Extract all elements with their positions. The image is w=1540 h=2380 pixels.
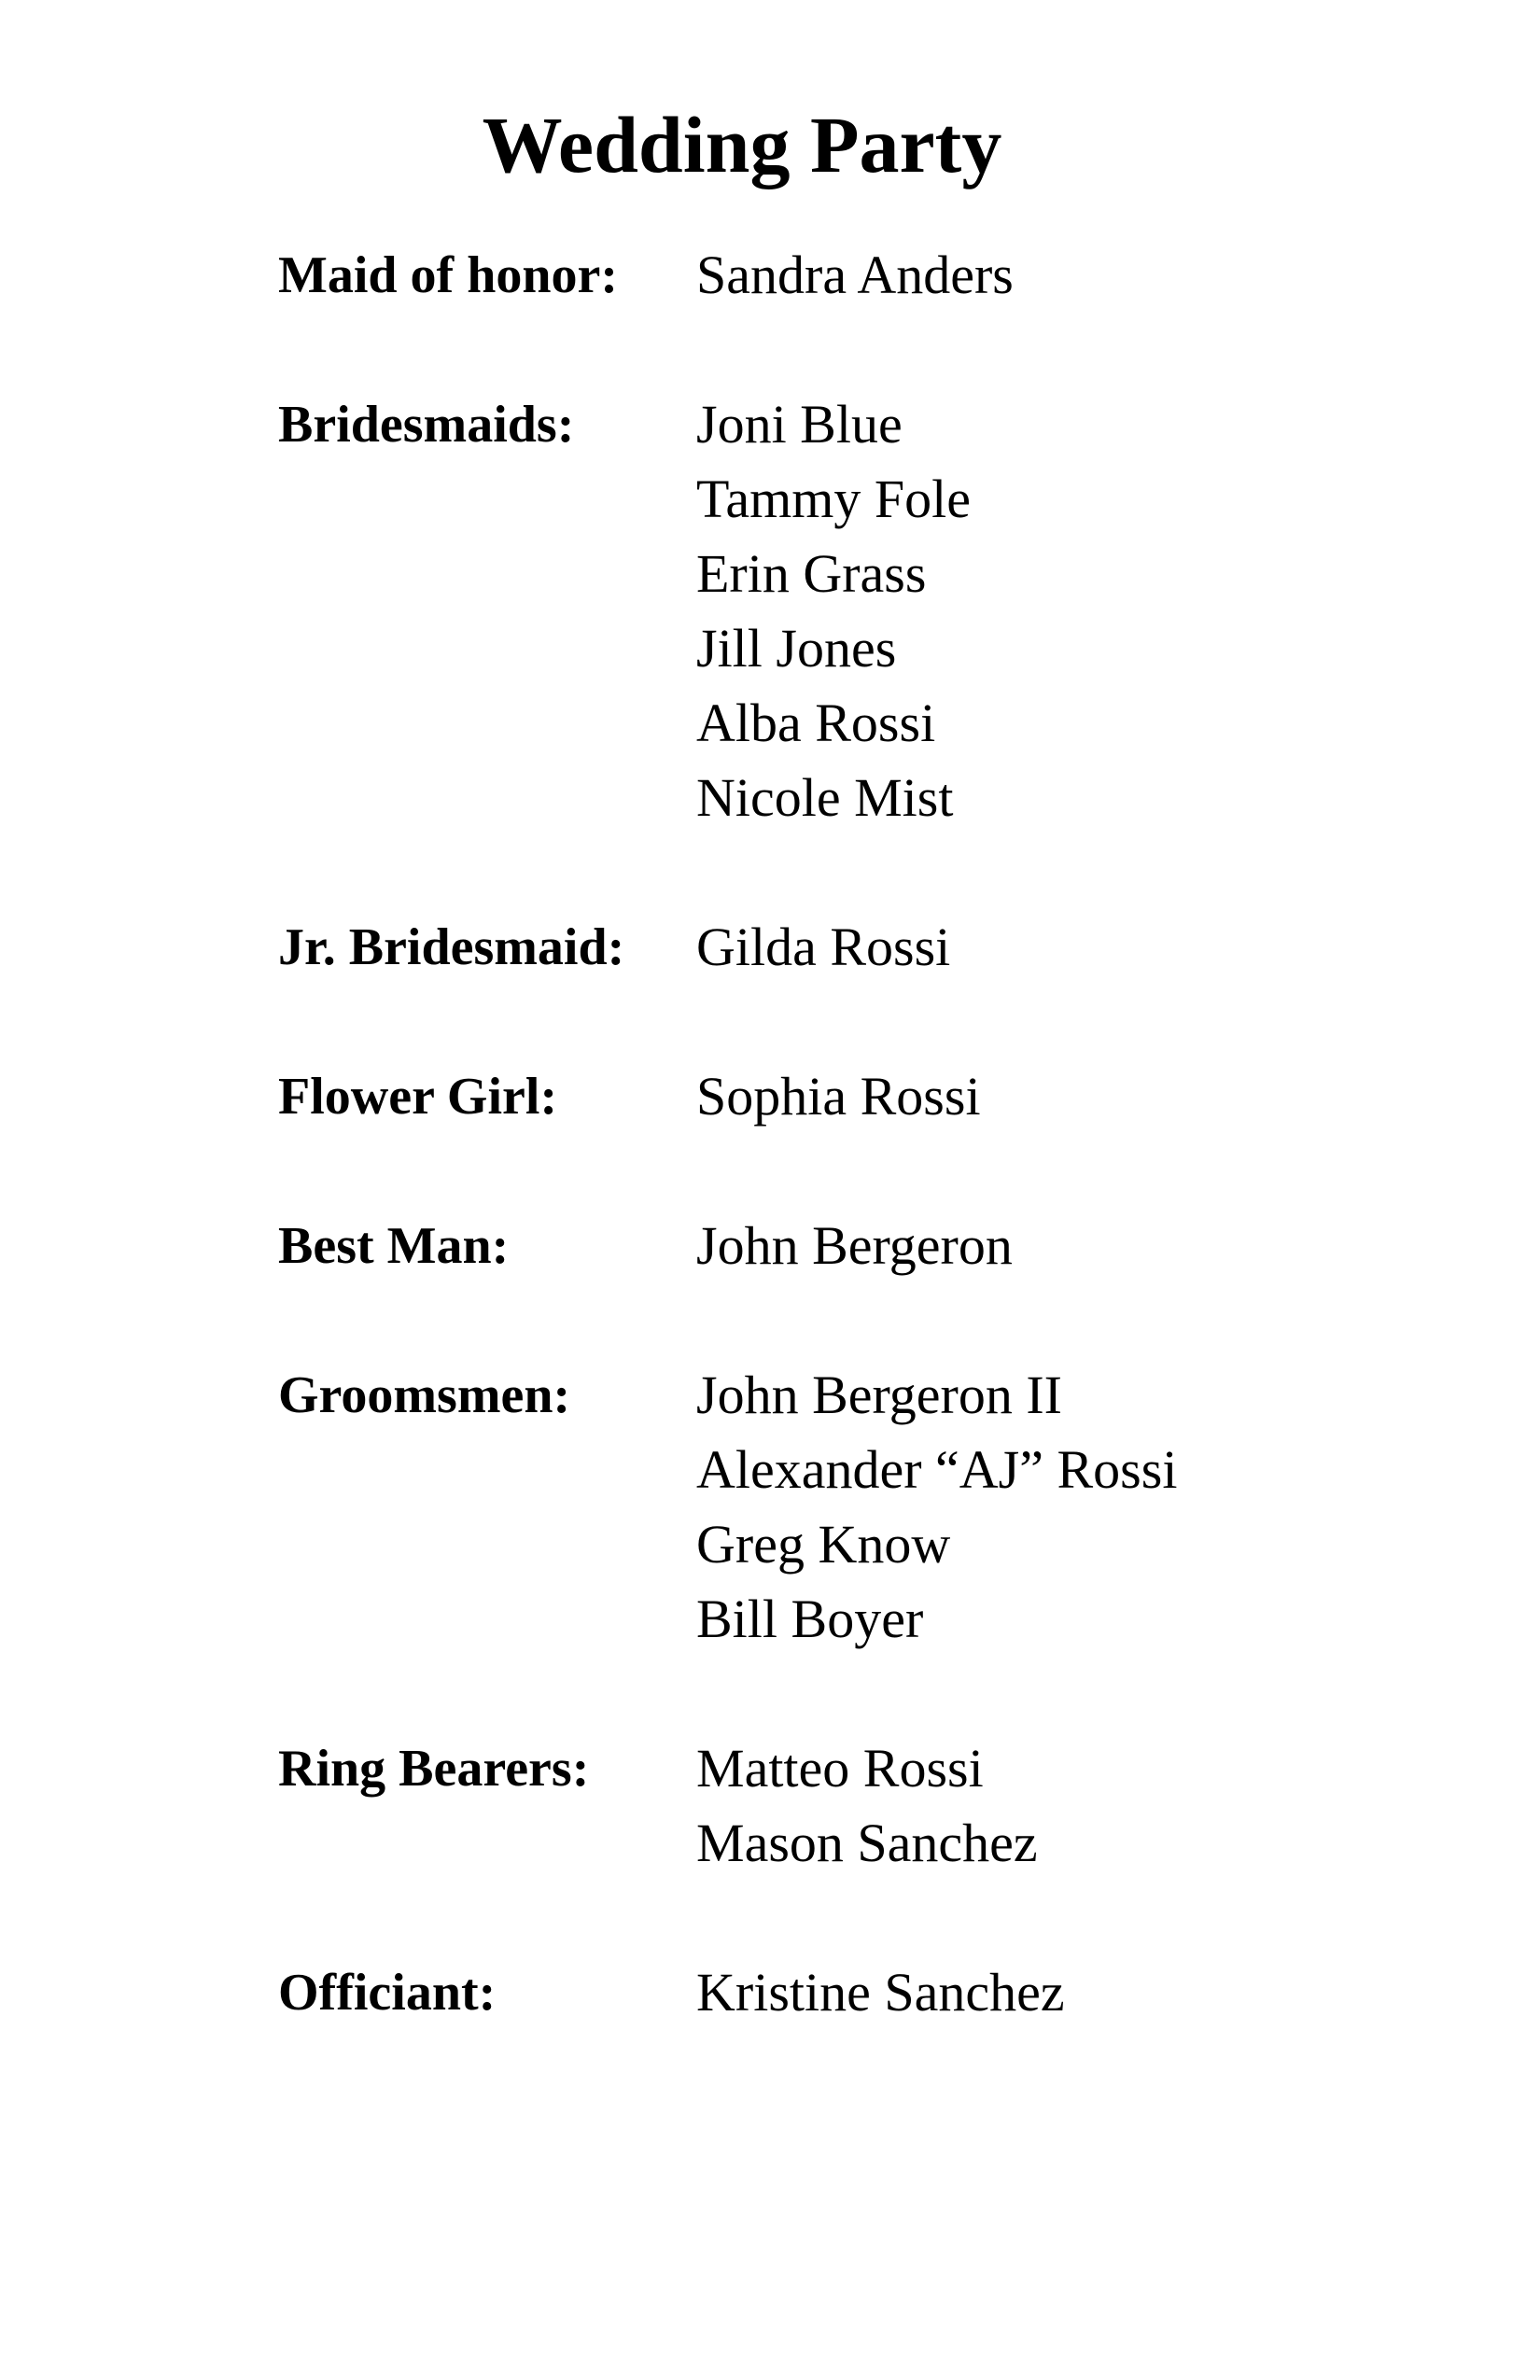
wedding-party-roster xyxy=(278,238,1305,2105)
roster-section xyxy=(278,1209,1305,1283)
person-name: John Bergeron II xyxy=(696,1365,1062,1425)
person-name: Alexander “AJ” Rossi xyxy=(696,1439,1178,1500)
roster-section xyxy=(278,1955,1305,2030)
person-name: Kristine Sanchez xyxy=(696,1962,1065,2023)
name-list xyxy=(696,1059,1305,1134)
role-label: Groomsmen: xyxy=(278,1366,571,1424)
person-name: Greg Know xyxy=(696,1514,951,1575)
person-name: Erin Grass xyxy=(696,543,927,604)
name-list xyxy=(696,1209,1305,1283)
person-name: Jill Jones xyxy=(696,618,897,679)
name-list xyxy=(696,1358,1305,1657)
role-label: Officiant: xyxy=(278,1964,497,2022)
role-label: Jr. Bridesmaid: xyxy=(278,918,625,976)
person-name: John Bergeron xyxy=(696,1215,1013,1276)
roster-section xyxy=(278,238,1305,313)
roster-section xyxy=(278,387,1305,835)
person-name: Joni Blue xyxy=(696,394,903,455)
role-label: Maid of honor: xyxy=(278,246,618,304)
person-name: Tammy Fole xyxy=(696,469,971,529)
roster-section xyxy=(278,1358,1305,1657)
roster-section xyxy=(278,1059,1305,1134)
person-name: Bill Boyer xyxy=(696,1589,924,1649)
role-label: Flower Girl: xyxy=(278,1068,558,1126)
person-name: Gilda Rossi xyxy=(696,917,951,977)
page-title: Wedding Party xyxy=(482,100,1002,189)
person-name: Matteo Rossi xyxy=(696,1738,984,1799)
name-list xyxy=(696,1955,1305,2030)
role-label: Best Man: xyxy=(278,1217,510,1275)
name-list xyxy=(696,1731,1305,1881)
person-name: Nicole Mist xyxy=(696,767,954,828)
person-name: Sandra Anders xyxy=(696,245,1014,305)
roster-section xyxy=(278,1731,1305,1881)
role-label: Bridesmaids: xyxy=(278,396,575,454)
name-list xyxy=(696,387,1305,835)
role-label: Ring Bearers: xyxy=(278,1740,590,1798)
roster-section xyxy=(278,910,1305,985)
person-name: Alba Rossi xyxy=(696,693,936,753)
person-name: Mason Sanchez xyxy=(696,1813,1038,1873)
name-list xyxy=(696,238,1305,313)
person-name: Sophia Rossi xyxy=(696,1066,981,1127)
name-list xyxy=(696,910,1305,985)
